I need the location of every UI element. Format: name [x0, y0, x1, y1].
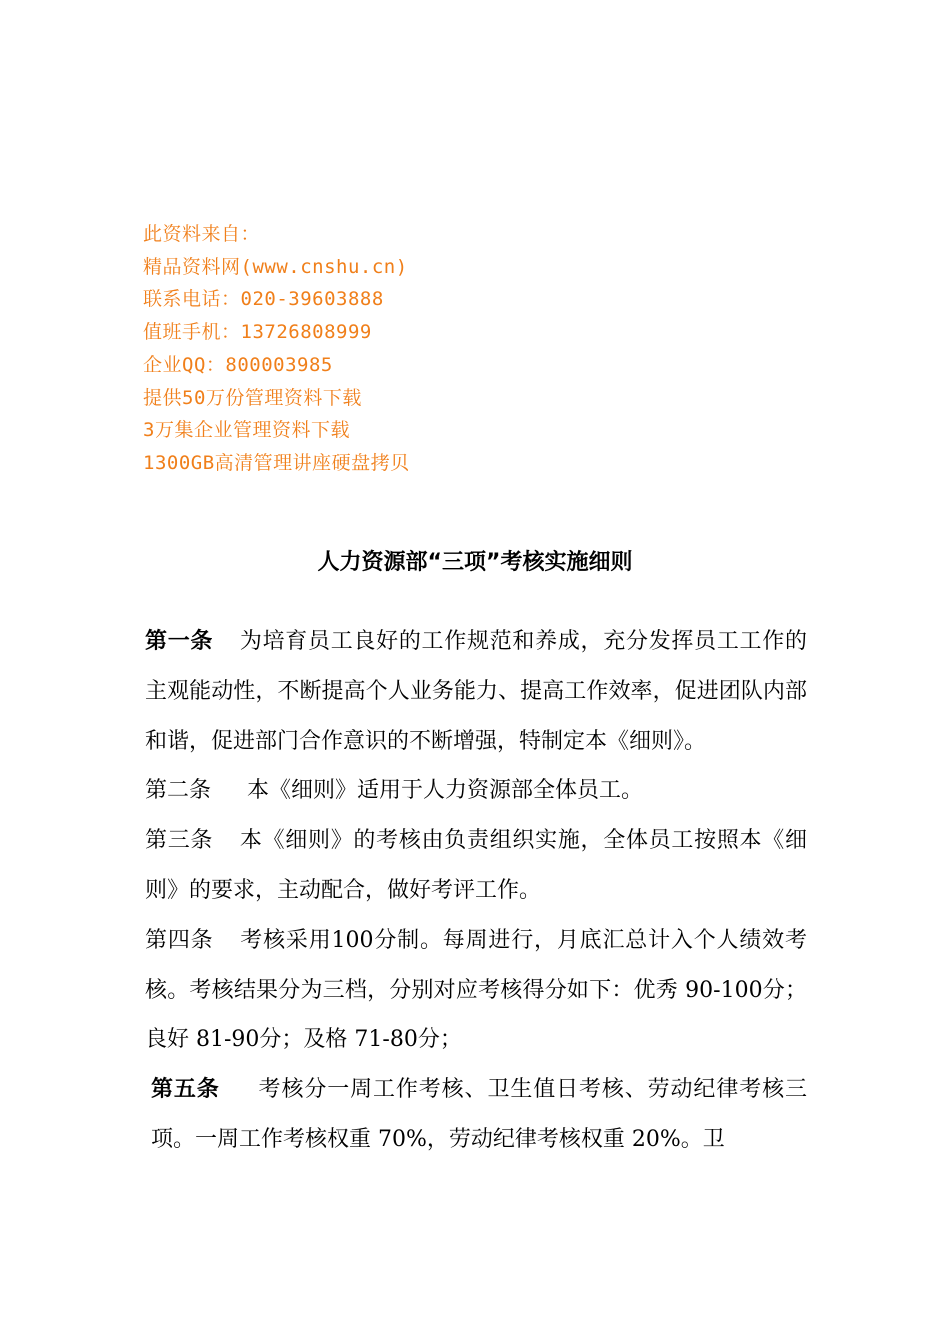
source-line: 此资料来自：	[143, 223, 261, 245]
article-4	[145, 916, 807, 1065]
source-info-block	[143, 218, 763, 480]
source-line-offer-1: 提供50万份管理资料下载	[143, 386, 362, 409]
article-label: 第四条	[145, 927, 214, 953]
article-text: 考核采用100分制。每周进行，月底汇总计入个人绩效考核。考核结果分为三档，分别对应考核得分如下：优秀 90-100分；良好 81-90分；及格 71-80分；	[145, 927, 807, 1053]
article-text: 考核分一周工作考核、卫生值日考核、劳动纪律考核三项。一周工作考核权重 70%，劳动纪律考核权重 20%。卫	[151, 1077, 807, 1152]
article-text: 本《细则》适用于人力资源部全体员工。	[247, 778, 644, 804]
article-3	[145, 816, 807, 916]
article-label: 第三条	[145, 828, 214, 854]
article-label: 第五条	[151, 1077, 220, 1103]
article-label: 第二条	[145, 778, 212, 804]
document-body	[145, 617, 807, 1165]
article-2	[145, 766, 807, 816]
source-line-offer-2: 3万集企业管理资料下载	[143, 419, 350, 442]
article-text: 本《细则》的考核由负责组织实施，全体员工按照本《细则》的要求，主动配合，做好考评工作。	[145, 828, 807, 903]
source-line-offer-3: 1300GB高清管理讲座硬盘拷贝	[143, 451, 410, 474]
article-1	[145, 617, 807, 766]
source-line-qq: 企业QQ：800003985	[143, 353, 333, 376]
source-line-website: 精品资料网(www.cnshu.cn)	[143, 255, 408, 278]
article-text: 为培育员工良好的工作规范和养成，充分发挥员工工作的主观能动性，不断提高个人业务能力、提高工作效率，促进团队内部和谐，促进部门合作意识的不断增强，特制定本《细则》。	[145, 629, 807, 754]
article-5	[145, 1065, 807, 1165]
document-title: 人力资源部“三项”考核实施细则	[317, 550, 633, 575]
source-line-phone: 联系电话：020-39603888	[143, 288, 384, 311]
article-label: 第一条	[145, 629, 214, 654]
source-line-mobile: 值班手机：13726808999	[143, 321, 372, 344]
